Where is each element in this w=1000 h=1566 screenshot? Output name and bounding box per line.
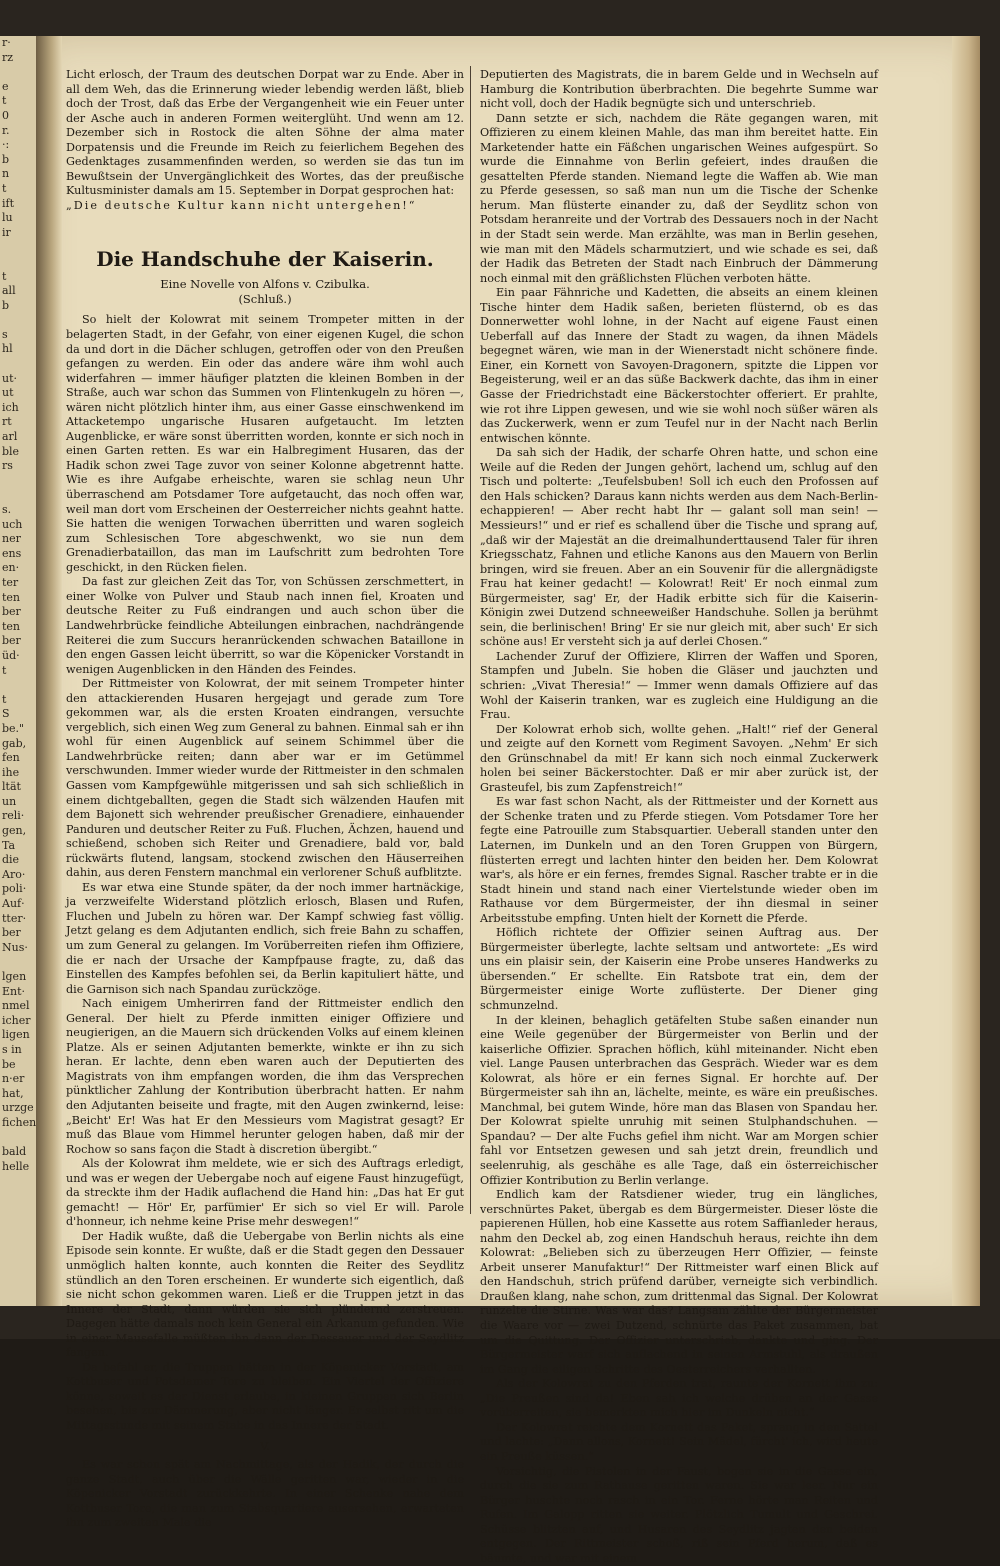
margin-fragment (0, 313, 36, 328)
margin-fragment: hl (0, 342, 36, 357)
margin-fragment: s (0, 328, 36, 343)
margin-fragment: Auf· (0, 897, 36, 912)
page-gutter-shadow (36, 36, 62, 1306)
margin-fragment: e (0, 80, 36, 95)
margin-fragment (0, 240, 36, 255)
margin-fragment: lu (0, 211, 36, 226)
margin-fragment: lgen (0, 970, 36, 985)
margin-fragment: tter· (0, 912, 36, 927)
margin-fragment: r. (0, 124, 36, 139)
margin-fragment (0, 474, 36, 489)
margin-fragment: ut· (0, 372, 36, 387)
body-paragraph: Der Hadik wußte, daß die Uebergabe von Berlin nichts als eine Episode sein konnte. Er wußte, daß er die Stadt gegen den Dessauer unmöglich halten konnte, auch konnten die Reiter des Seydlitz stündlich an den Toren erscheinen. Er wunderte sich eigentlich, daß sie nicht schon gekommen waren. Ließ er die Truppen jetzt in das Innere der Stadt, dann würden sie sich plündernd zerstreuen. Dagegen hätte damals noch kein General ein Arkanum gefunden. Wie in einer Mausefalle müßten ihn dann der Dessauer und der Seydlitz fangen. (66, 1230, 464, 1361)
body-paragraph: Nach einigem Umherirren fand der Rittmeister endlich den General. Der hielt zu Pferde inmitten einiger Offiziere und neugierigen, an die Mauern sich drückenden Volks auf einem kleinen Platze. Als er seinen Adjutanten bemerkte, winkte er ihn zu sich heran. Er lachte, denn eben waren auch der Deputierten des Magistrats von ihm empfangen worden, die ihm das Versprechen pünktlicher Zahlung der Kontribution überbracht hatten. Er nahm den Adjutanten beiseite und fragte, mit den Augen zwinkernd, leise: „Beicht' Er! Was hat Er den Messieurs vom Magistrat gesagt? Er muß das Blaue vom Himmel herunter gelogen haben, daß mir der Rochow so sans façon die Stadt à discretion übergibt.“ (66, 997, 464, 1157)
body-paragraph: Endlich kam der Ratsdiener wieder, trug ein längliches, verschnürtes Paket, übergab es dem Bürgermeister. Dieser löste die papierenen Hüllen, hob eine Kassette aus rotem Saffianleder heraus, nahm den Deckel ab, zog einen Handschuh heraus, reichte ihn dem Kolowrat: „Belieben sich zu überzeugen Herr Offizier, — feinste Arbeit unserer Manufaktur!“ Der Rittmeister warf einen Blick auf den Handschuh, strich prüfend darüber, verneigte sich verbindlich. Draußen klang, nahe schon, zum drittenmal das Signal. Der Kolowrat runzelte die Stirne. Was war das? Langsam zählte der Bürgermeister die Waare vor — zwei Dutzend, schnürte das Paket zusammen, bat um die Quittung. Der Offizier unterschrieb, dankte und ging. Der Bürgermeister warf sich auflachend in seinen Armstuhl, als draußen im Gang die eiligen Schritte des Oesterreichers verhallten. (480, 1188, 878, 1377)
margin-fragment: t (0, 664, 36, 679)
margin-fragment (0, 678, 36, 693)
margin-fragment: ift (0, 197, 36, 212)
margin-fragment (0, 65, 36, 80)
margin-fragment: ble (0, 445, 36, 460)
margin-fragment: be (0, 1058, 36, 1073)
margin-fragment (0, 955, 36, 970)
margin-fragment (0, 357, 36, 372)
margin-fragment: ens (0, 547, 36, 562)
body-paragraph: Da sah sich der Hadik, der scharfe Ohren hatte, und schon eine Weile auf die Reden der Jungen gehört, lachend um, schlug auf den Tisch und polterte: „Teufelsbuben! Soll ich euch den Profossen auf den Hals schicken? Daraus kann nichts werden aus dem Nach-Berlin-echappieren! — Aber recht habt Ihr — galant soll man sein! — Messieurs!“ und er rief es schallend über die Tische und sprang auf, „daß wir der Majestät an die dreimalhunderttausend Taler für ihren Kriegsschatz, Fahnen und etliche Kanons aus den Mauern von Berlin bringen, wird sie freuen. Aber an ein Souvenir für die allergnädigste Frau hat keiner gedacht! — Kolowrat! Reit' Er noch einmal zum Bürgermeister, sag' Er, der Hadik erbitte sich für die Kaiserin-Königin zwei Dutzend schneeweißer Handschuhe. Sollen ja berühmt sein, die berlinischen! Bring' Er sie nur gleich mit, aber such' Er sich schöne aus! Er versteht sich ja auf derlei Chosen.“ (480, 446, 878, 650)
book-edge (952, 36, 980, 1306)
adjacent-page-margin (0, 36, 36, 1306)
body-paragraph: Es war fast schon Nacht, als der Rittmeister und der Kornett aus der Schenke traten und zu Pferde stiegen. Vom Potsdamer Tore her fegte eine Patrouille zum Stabsquartier. Ueberall standen unter den Laternen, im Dunkeln und an den Toren Gruppen von Bürgern, flüsterten erregt und lachten hinter den beiden her. Dem Kolowrat war's, als höre er ein fernes, fremdes Signal. Rascher trabte er in die Stadt hinein und stand nach einer Viertelstunde wieder oben im Rathause vor dem Bürgermeister, der ihn diesmal in seiner Arbeitsstube empfing. Unten hielt der Kornett die Pferde. (480, 795, 878, 926)
margin-fragment: en· (0, 561, 36, 576)
margin-fragment: 0 (0, 109, 36, 124)
margin-fragment: ner (0, 532, 36, 547)
body-paragraph: Dann setzte er sich, nachdem die Räte gegangen waren, mit Offizieren zu einem kleinen Mahle, das man ihm bereitet hatte. Ein Marketender hatte ein Fäßchen ungarischen Weines aufgespürt. So wurde die Einnahme von Berlin gefeiert, indes draußen die gesattelten Pferde standen. Niemand legte die Waffen ab. Wie man zu Pferde gesessen, so saß man nun um die Tische der Schenke herum. Man flüsterte einander zu, daß der Seydlitz schon von Potsdam heranreite und der Vortrab des Dessauers noch in der Nacht in der Stadt sein werde. Man erzählte, was man in Berlin gesehen, wie man mit den Mädels scharmutziert, und wie schade es sei, daß der Hadik das Betreten der Stadt nach Einbruch der Dämmerung noch einmal mit den gräßlichsten Flüchen verboten hätte. (480, 112, 878, 287)
intro-paragraph: Licht erlosch, der Traum des deutschen Dorpat war zu Ende. Aber in all dem Weh, das die Erinnerung wieder lebendig werden läßt, blieb doch der Trost, daß das Erbe der Vergangenheit wie ein Feuer unter der Asche auch in anderen Formen weiterglüht. Und wenn am 12. Dezember sich in Rostock die alten Söhne der alma mater Dorpatensis und die Freunde im Reich zu feierlichem Begehen des Gedenktages zusammenfinden werden, so werden sie das tun im Bewußtsein der Unvergänglichkeit des Wortes, das der preußische Kultusminister damals am 15. September in Dorpat gesprochen hat: (66, 68, 464, 199)
margin-fragment: hat, (0, 1087, 36, 1102)
body-paragraph: Es war etwa eine Stunde später, da der noch immer hartnäckige, ja verzweifelte Widerstand plötzlich erlosch, Blasen und Rufen, Fluchen und Jubeln zu hören war. Der Kampf schwieg fast völlig. Jetzt gelang es dem Adjutanten endlich, sich freie Bahn zu schaffen, um zum General zu gelangen. Im Vorüberreiten riefen ihm Offiziere, die er nach der Ursache der Kampfpause fragte, zu, daß das Einstellen des Kampfes befohlen sei, da Berlin kapituliert hätte, und die Garnison sich nach Spandau zurückzöge. (66, 881, 464, 997)
margin-fragment (0, 1131, 36, 1146)
margin-fragment: uch (0, 518, 36, 533)
margin-fragment: ber (0, 605, 36, 620)
margin-fragment: S (0, 707, 36, 722)
margin-fragment: ut (0, 386, 36, 401)
margin-fragment: die (0, 853, 36, 868)
body-paragraph: Lachender Zuruf der Offiziere, Klirren der Waffen und Sporen, Stampfen und Jubeln. Sie hoben die Gläser und jauchzten und schrien: „Vivat Theresia!“ — Immer wenn damals Offiziere auf das Wohl der Kaiserin tranken, war es zugleich eine Huldigung an die Frau. (480, 650, 878, 723)
margin-fragment: arl (0, 430, 36, 445)
margin-fragment: Ta (0, 839, 36, 854)
margin-fragment (0, 488, 36, 503)
body-paragraph: Höflich richtete der Offizier seinen Auftrag aus. Der Bürgermeister überlegte, lachte seltsam und antwortete: „Es wird uns ein plaisir sein, der Kaiserin eine Probe unseres Handwerks zu übersenden.“ Er schellte. Ein Ratsbote trat ein, dem der Bürgermeister einige Worte zuflüsterte. Der Diener ging schmunzelnd. (480, 926, 878, 1013)
body-paragraph: Der Kolowrat reichte dem Kornett das Paket, sprang in den Sattel und lachte: „Dann allons, Kornett! Sein Mädel, fürcht' ich, wird heute ein Preuße küssen.“ (480, 1421, 878, 1465)
story-installment-note: (Schluß.) (66, 292, 464, 307)
margin-fragment: bald (0, 1145, 36, 1160)
margin-fragment: b (0, 299, 36, 314)
margin-fragment: reli· (0, 809, 36, 824)
margin-fragment: icher (0, 1014, 36, 1029)
left-body-paragraphs (66, 313, 464, 1433)
margin-fragment: t (0, 693, 36, 708)
margin-fragment: t (0, 270, 36, 285)
margin-fragment: poli· (0, 882, 36, 897)
body-paragraph: Da fast zur gleichen Zeit das Tor, von Schüssen zerschmettert, in einer Wolke von Pulver und Staub nach innen fiel, Kroaten und deutsche Reiter zu Fuß eindrangen und auch schon über die Landwehrbrücke feindliche Abteilungen einbrachen, nachdrängende Reiterei die zum Succurs heranrückenden schwachen Bataillone in den engen Gassen leicht überritt, so war die Köpenicker Vorstandt in wenigen Augenblicken in den Händen des Feindes. (66, 575, 464, 677)
body-paragraph: Als der Kolowrat ihm meldete, wie er sich des Auftrags erledigt, und was er wegen der Uebergabe noch auf eigene Faust hinzugefügt, da streckte ihm der Hadik auflachend die Hand hin: „Das hat Er gut gemacht! — Hör' Er, parfümier' Er sich so viel Er will. Parole d'honneur, ich nehme keine Prise mehr deswegen!“ (66, 1157, 464, 1230)
margin-fragment (0, 255, 36, 270)
margin-fragment: helle (0, 1160, 36, 1175)
body-paragraph: Deputierten des Magistrats, die in barem Gelde und in Wechseln auf Hamburg die Kontribution überbrachten. Die begehrte Summe war nicht voll, doch der Hadik begnügte sich und unterschrieb. (480, 68, 878, 112)
margin-fragment: ber (0, 634, 36, 649)
body-paragraph: Der Kolowrat erhob sich, wollte gehen. „Halt!“ rief der General und zeigte auf den Kornett vom Regiment Savoyen. „Nehm' Er sich den Grünschnabel da mit! Er kann sich noch einmal Zuckerwerk holen bei seiner Bäckerstochter. Daß er mir aber zurück ist, der Grasteufel, bis zum Zapfenstreich!“ (480, 723, 878, 796)
story-author-line: Eine Novelle von Alfons v. Czibulka. (66, 277, 464, 292)
margin-fragment: rz (0, 51, 36, 66)
margin-fragment: üd· (0, 649, 36, 664)
body-paragraph: Als der Kolowrat zu den Pferden trat, raunte der Kornett ihm zu: „Die Preußen sind da! Eben sah ich welche drüben an der Gasse vorüberreiten, sie bemerkten mich hier im Dunkeln nicht.“ (480, 1377, 878, 1421)
margin-fragment: fichen (0, 1116, 36, 1131)
margin-fragment: Nus· (0, 941, 36, 956)
margin-fragment: fen (0, 751, 36, 766)
margin-fragment: ltät (0, 780, 36, 795)
margin-fragment: ich (0, 401, 36, 416)
margin-fragment: t (0, 182, 36, 197)
body-paragraph: Vorsichtig, die Pistolen in der Faust, bogen sie in die Gasse ein, durch die sie zum Rathause geritten waren. Sie war leer. Nur ein Bürger huschte noch rasch in ein Tor. Ferne hörte man Reiten und Rufen. Im Galopp ritten sie weiter. Plötzlich Tumult und Geschrei. Schüsse blitzten auf, und Husaren des Seydlitz jagten den beiden entgegen. Der Rittmeister schoß, riß sein Pferd herum, daß es bäumte, und war mit einem (480, 1465, 878, 1566)
margin-fragment: b (0, 153, 36, 168)
body-paragraph: Der Rittmeister von Kolowrat, der mit seinem Trompeter hinter den attackierenden Husaren hergejagt und gerade zum Tore gekommen war, als die ersten Kroaten eindrangen, versuchte vergeblich, sich einen Weg zum General zu bahnen. Einmal sah er ihn wohl für einen Augenblick auf seinem Schimmel über die Landwehrbrücke reiten; dann aber war er im Getümmel verschwunden. Immer wieder wurde der Rittmeister in den schmalen Gassen vom Kampfgewühle mitgerissen und sah sich schließlich in einem dichtgeballten, gegen die Stadt sich wälzenden Haufen mit dem Bajonett sich wehrender preußischer Grenadiere, einhauender Panduren und deutscher Reiter zu Fuß. Fluchen, Ächzen, hauend und schießend, schoben sich Reiter und Grenadiere, bald vor, bald rückwärts flutend, langsam, stockend zwischen den Häuserreihen dahin, aus deren Fenstern manchmal ein verlorener Schuß aufblitzte. (66, 677, 464, 881)
margin-fragment: ter (0, 576, 36, 591)
margin-fragment: ten (0, 620, 36, 635)
margin-fragment: t (0, 94, 36, 109)
margin-fragment: r· (0, 36, 36, 51)
margin-fragment: nmel (0, 999, 36, 1014)
body-paragraph: Da befahl er, die Truppen hätten in der Köpenicker Vorstadt, am Kottbuser und Potsdamer Tore zu bleiben. Ein Viertel der Offiziere könne, soweit es der Dienst erlaube, in kleinen Gruppen sich Berlin besehen, bis zur Dämmerung, aber nicht länger. Er selbst ritt um die Mittagsstunde mit seinem Stabe in das Innere der Stadt. (66, 1361, 464, 1434)
left-text-column (66, 68, 464, 1531)
intro-quote: „Die deutsche Kultur kann nicht untergehen!“ (66, 199, 464, 214)
margin-fragment: all (0, 284, 36, 299)
margin-fragment: ir (0, 226, 36, 241)
margin-fragment: ihe (0, 766, 36, 781)
margin-fragment: rt (0, 415, 36, 430)
margin-fragment: ber (0, 926, 36, 941)
margin-fragment: Aro· (0, 868, 36, 883)
body-paragraph: Ein paar Fähnriche und Kadetten, die abseits an einem kleinen Tische hinter dem Hadik saßen, berieten flüsternd, ob es das Donnerwetter wohl lohne, in der Nacht auf eigene Faust einen Ueberfall auf das Innere der Stadt zu wagen, da ihnen Mädels begegnet wären, wie man in der Wienerstadt nicht schönere finde. Einer, ein Kornett von Savoyen-Dragonern, spitzte die Lippen vor Begeisterung, weil er an das süße Backwerk dachte, das ihm in einer Gasse der Friedrichstadt eine Bäckerstochter offeriert. Er prahlte, wie rot ihre Lippen gewesen, und wie sie wohl noch süßer wären als das Zuckerwerk, wenn er zum Teufel nur in der Nacht nach Berlin entwischen könnte. (480, 286, 878, 446)
margin-fragment: gab, (0, 737, 36, 752)
margin-fragment: ten (0, 591, 36, 606)
margin-fragment: s. (0, 503, 36, 518)
section-paragraph: Es war schon spät am Nachmittage, als der Hadik, der durch die ganze Stadt, auch über die Wälle geritten war, wieder in die Köpenicker Vorstadt zurückkehrte. In einer Schenke nahe dem Kottbuser Tore, die man zum Stabsquartiere ausersehen, erwarteten ihn zum zweiten Male die (66, 1458, 464, 1531)
section-number: V. (66, 1440, 464, 1455)
margin-fragment: rs (0, 459, 36, 474)
margin-fragment: s in (0, 1043, 36, 1058)
margin-fragment: n (0, 167, 36, 182)
story-title: Die Handschuhe der Kaiserin. (66, 247, 464, 271)
margin-fragment: n·er (0, 1072, 36, 1087)
body-paragraph: So hielt der Kolowrat mit seinem Trompeter mitten in der belagerten Stadt, in der Gefahr, von einer eigenen Kugel, die schon da und dort in die Dächer schlugen, getroffen oder von den Preußen gefangen zu werden. Ein oder das andere wäre ihm wohl auch widerfahren — immer häufiger platzten die kleinen Bomben in der Straße, auch war schon das Summen von Flintenkugeln zu hören —, wären nicht plötzlich hinter ihm, aus einer Gasse einschwenkend im Attacketempo ungarische Husaren aufgetaucht. Im letzten Augenblicke, er wäre sonst überritten worden, konnte er sich noch in einen Garten retten. Es war ein Halbregiment Husaren, das der Hadik schon zwei Tage zuvor von seiner Kolonne abgetrennt hatte. Wie es ihre Aufgabe erheischte, waren sie schlag neun Uhr überraschend am Potsdamer Tore aufgetaucht, das noch offen war, weil man dort vom Erscheinen der Oesterreicher nichts geahnt hatte. Sie hatten die wenigen Torwachen überritten und waren sogleich zum Schlesischen Tore abgeschwenkt, wo sie nun dem Grenadierbataillon, das man im Laufschritt zum bedrohten Tore geschickt, in den Rücken fielen. (66, 313, 464, 575)
column-divider (470, 66, 471, 1214)
right-text-column (480, 68, 878, 1566)
margin-fragment: ligen (0, 1028, 36, 1043)
margin-fragment: be." (0, 722, 36, 737)
margin-fragment: Ent· (0, 985, 36, 1000)
margin-fragment: gen, (0, 824, 36, 839)
margin-fragment: ·: (0, 138, 36, 153)
margin-fragment: un (0, 795, 36, 810)
body-paragraph: In der kleinen, behaglich getäfelten Stube saßen einander nun eine Weile gegenüber der Bürgermeister von Berlin und der kaiserliche Offizier. Sprachen höflich, kühl miteinander. Nicht eben viel. Lange Pausen unterbrachen das Gespräch. Wieder war es dem Kolowrat, als höre er ein fernes Signal. Er horchte auf. Der Bürgermeister sah ihn an, lächelte, meinte, es wäre ein preußisches. Manchmal, bei gutem Winde, höre man das Blasen von Spandau her. Der Kolowrat spielte unruhig mit seinen Stulphandschuhen. — Spandau? — Der alte Fuchs gefiel ihm nicht. War am Morgen schier fahl vor Entsetzen gewesen und sah jetzt drein, freundlich und seelenruhig, als geschähe es alle Tage, daß ein österreichischer Offizier Kontribution zu Berlin verlange. (480, 1014, 878, 1189)
margin-fragment: urzge (0, 1101, 36, 1116)
